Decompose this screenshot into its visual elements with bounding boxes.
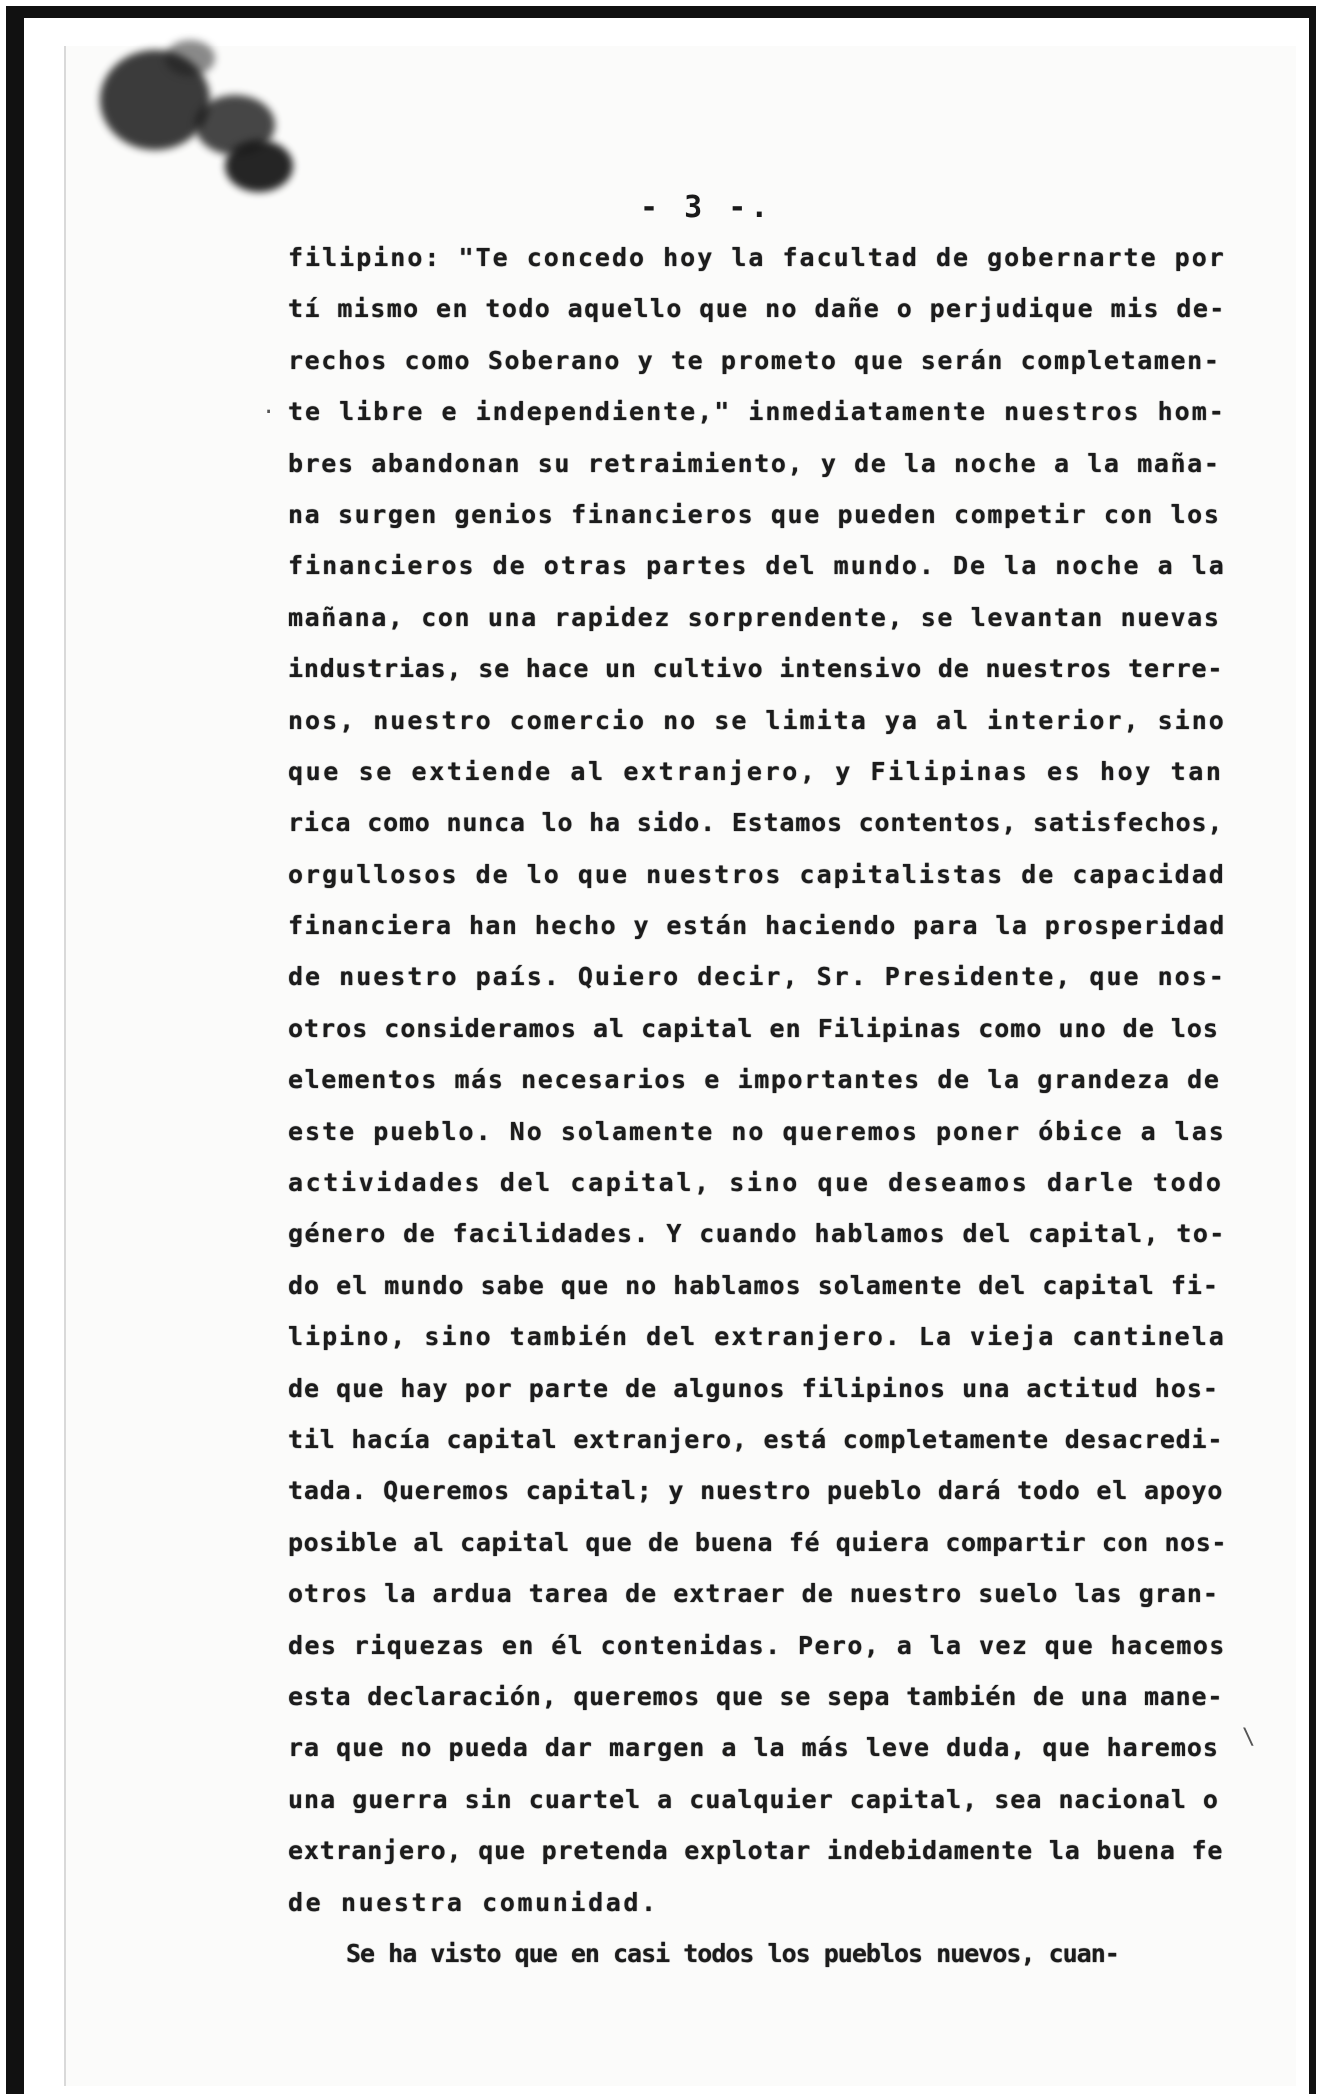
text-line: nos, nuestro comercio no se limita ya al interior, sino	[288, 705, 1226, 735]
text-line: te libre e independiente," inmediatamente nuestros hom-	[288, 397, 1226, 427]
text-line: género de facilidades. Y cuando hablamos del capital, to-	[288, 1219, 1226, 1249]
text-line: que se extiende al extranjero, y Filipinas es hoy tan	[288, 756, 1224, 786]
text-line: de nuestro país. Quiero decir, Sr. Presidente, que nos-	[288, 962, 1226, 992]
document-body	[288, 232, 1228, 1979]
text-line: de que hay por parte de algunos filipinos una actitud hos-	[288, 1373, 1219, 1403]
text-line: esta declaración, queremos que se sepa también de una mane-	[288, 1681, 1224, 1711]
ink-blot	[225, 140, 293, 192]
text-line: rica como nunca lo ha sido. Estamos contentos, satisfechos,	[288, 808, 1224, 838]
text-line: tada. Queremos capital; y nuestro pueblo dará todo el apoyo	[288, 1476, 1224, 1506]
page-number: - 3 -.	[640, 190, 773, 225]
text-line: mañana, con una rapidez sorprendente, se levantan nuevas	[288, 602, 1221, 632]
text-line: rechos como Soberano y te prometo que serán completamen-	[288, 345, 1221, 375]
text-line: financiera han hecho y están haciendo para la prosperidad	[288, 911, 1226, 941]
text-line: elementos más necesarios e importantes de la grandeza de	[288, 1065, 1221, 1095]
text-line: posible al capital que de buena fé quiera compartir con nos-	[288, 1527, 1228, 1557]
text-line: tí mismo en todo aquello que no dañe o perjudique mis de-	[288, 294, 1226, 324]
text-line: bres abandonan su retraimiento, y de la noche a la maña-	[288, 448, 1221, 478]
text-line: til hacía capital extranjero, está completamente desacredi-	[288, 1424, 1224, 1454]
text-line: financieros de otras partes del mundo. De la noche a la	[288, 551, 1226, 581]
text-line: este pueblo. No solamente no queremos poner óbice a las	[288, 1116, 1226, 1146]
text-line: industrias, se hace un cultivo intensivo de nuestros terre-	[288, 654, 1224, 684]
text-line: extranjero, que pretenda explotar indebidamente la buena fe	[288, 1836, 1224, 1866]
text-line: de nuestra comunidad.	[288, 1887, 659, 1917]
text-line: una guerra sin cuartel a cualquier capital, sea nacional o	[288, 1784, 1219, 1814]
text-line: orgullosos de lo que nuestros capitalistas de capacidad	[288, 859, 1226, 889]
text-line: ra que no pueda dar margen a la más leve duda, que haremos	[288, 1733, 1219, 1763]
paragraph-start-line: Se ha visto que en casi todos los pueblos nuevos, cuan-	[346, 1938, 1119, 1968]
text-line: des riquezas en él contenidas. Pero, a la vez que hacemos	[288, 1630, 1226, 1660]
text-line: actividades del capital, sino que deseamos darle todo	[288, 1168, 1224, 1198]
stray-mark: \	[1242, 1725, 1256, 1750]
text-line: na surgen genios financieros que pueden competir con los	[288, 499, 1221, 529]
text-line: do el mundo sabe que no hablamos solamente del capital fi-	[288, 1270, 1219, 1300]
stray-mark: ·	[262, 400, 276, 425]
text-line: filipino: "Te concedo hoy la facultad de gobernarte por	[288, 243, 1226, 272]
ink-blot	[165, 40, 215, 76]
text-line: otros consideramos al capital en Filipinas como uno de los	[288, 1013, 1219, 1043]
text-line: lipino, sino también del extranjero. La vieja cantinela	[288, 1322, 1226, 1352]
text-line: otros la ardua tarea de extraer de nuestro suelo las gran-	[288, 1579, 1219, 1609]
